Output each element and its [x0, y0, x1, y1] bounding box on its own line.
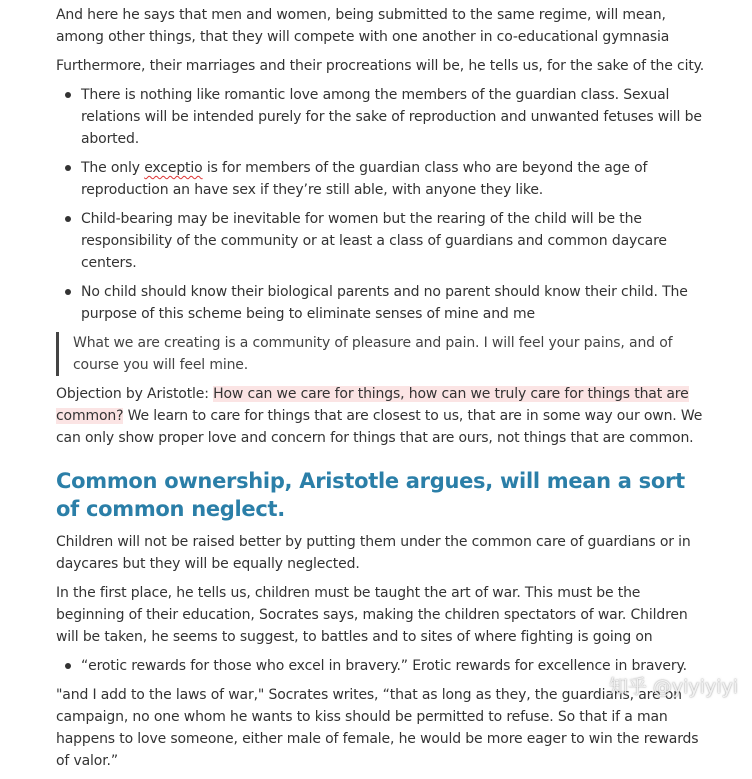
objection-rest: We learn to care for things that are closest to us, that are in some way our own. We can only show proper love and concern for things that are ours, not things that are common. — [56, 408, 703, 446]
highlighted-question: How can we care for things, how can we truly care for things that are common? — [56, 386, 689, 424]
paragraph-laws-of-war: "and I add to the laws of war," Socrates writes, “that as long as they, the guardians, are on campaign, no one whom he wants to kiss should be permitted to refuse. So that if a man happens to love someone, either male of female, he would be more eager to win the rewards of valor.” — [56, 687, 699, 769]
list-item-romantic-love: There is nothing like romantic love among the members of the guardian class. Sexual relations will be intended purely for the sake of reproduction and unwanted fetuses will be aborted. — [81, 84, 706, 150]
list-item-parents: No child should know their biological parents and no parent should know their child. The purpose of this scheme being to eliminate senses of mine and me — [81, 281, 706, 325]
watermark: 知乎 @yiyiyiyi — [608, 676, 738, 698]
list-item-erotic-rewards: “erotic rewards for those who excel in bravery.” Erotic rewards for excellence in bravery. — [81, 655, 706, 677]
paragraph-war: In the first place, he tells us, children must be taught the art of war. This must be the beginning of their education, Socrates says, making the children spectators of war. Children will be taken, he seems to suggest, to battles and to sites of where fighting is going on — [56, 585, 688, 645]
paragraph-objection — [56, 383, 706, 449]
misspelled-word[interactable]: exceptio — [144, 160, 203, 176]
bullet-list-guardians — [56, 84, 706, 325]
paragraph-regime: And here he says that men and women, being submitted to the same regime, will mean, among other things, that they will compete with one another in co-educational gymnasia — [56, 7, 670, 45]
blockquote — [56, 332, 706, 376]
list-item-child-bearing: Child-bearing may be inevitable for women but the rearing of the child will be the responsibility of the community or at least a class of guardians and common daycare centers. — [81, 208, 706, 274]
section-heading: Common ownership, Aristotle argues, will mean a sort of common neglect. — [56, 469, 685, 521]
blockquote-text: What we are creating is a community of pleasure and pain. I will feel your pains, and of course you will feel mine. — [73, 335, 673, 373]
list-item-exception-start: The only — [81, 160, 145, 176]
objection-prefix: Objection by Aristotle: — [56, 386, 214, 402]
paragraph-children: Children will not be raised better by putting them under the common care of guardians or in daycares but they will be equally neglected. — [56, 534, 691, 572]
document-body — [56, 4, 706, 779]
list-item-exception — [81, 157, 706, 201]
paragraph-marriages: Furthermore, their marriages and their procreations will be, he tells us, for the sake of the city. — [56, 58, 705, 74]
list-item-exception-end: is for members of the guardian class who are beyond the age of reproduction an have sex if they’re still able, with anyone they like. — [81, 160, 648, 198]
